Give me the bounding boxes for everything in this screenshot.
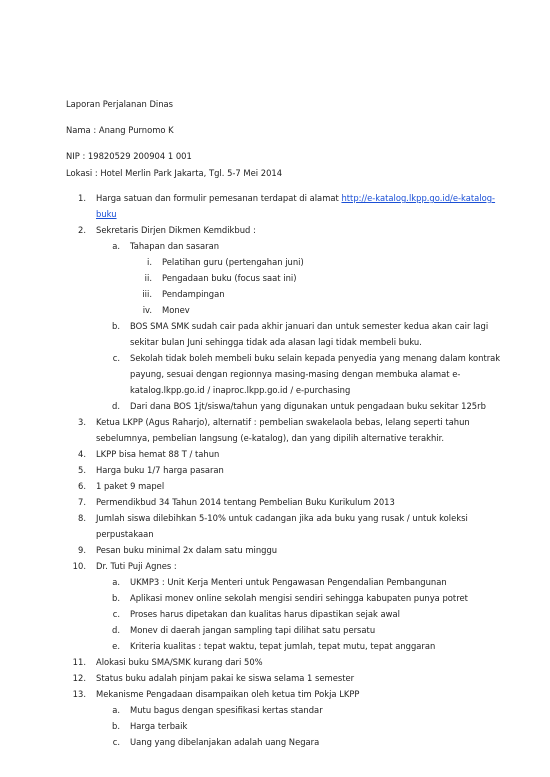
item-number: 11.: [72, 657, 86, 667]
item-text: Sekretaris Dirjen Dikmen Kemdikbud :: [96, 225, 256, 235]
item-text-continued: perpustakaan: [96, 529, 154, 539]
item-text: Dr. Tuti Puji Agnes :: [96, 561, 177, 571]
item-number: 2.: [78, 225, 86, 235]
item-letter: c.: [112, 609, 120, 619]
list-item: [66, 734, 486, 750]
list-item: [66, 222, 486, 238]
item-roman: iv.: [142, 305, 152, 315]
item-letter: b.: [112, 321, 120, 331]
list-item: [66, 478, 486, 494]
item-text-continued: sekitar bulan Juni sehingga tidak ada alasan lagi tidak membeli buku.: [130, 337, 422, 347]
item-text: Mutu bagus dengan spesifikasi kertas standar: [130, 705, 323, 715]
item-text: Status buku adalah pinjam pakai ke siswa selama 1 semester: [96, 673, 355, 683]
list-item: [66, 270, 486, 286]
item-letter: b.: [112, 721, 120, 731]
item-text: Harga satuan dan formulir pemesanan terdapat di alamat: [96, 193, 342, 203]
item-text: LKPP bisa hemat 88 T / tahun: [96, 449, 220, 459]
list-item: [66, 558, 486, 574]
item-text-continued: sebelumnya, pembelian langsung (e-katalog), dan yang dipilih alternative terakhir.: [96, 433, 444, 443]
item-text: Proses harus dipetakan dan kualitas harus dipastikan sejak awal: [130, 609, 400, 619]
item-text-continued: payung, sesuai dengan regionnya masing-masing dengan membuka alamat e-: [130, 369, 461, 379]
item-text: Harga terbaik: [130, 721, 188, 731]
list-item: [66, 462, 486, 478]
item-roman: i.: [147, 257, 152, 267]
item-text: Kriteria kualitas : tepat waktu, tepat jumlah, tepat mutu, tepat anggaran: [130, 641, 436, 651]
list-item: [66, 318, 489, 350]
list-item: [66, 302, 486, 318]
list-item: [66, 254, 486, 270]
list-item: [66, 686, 486, 702]
item-text: Pendampingan: [162, 289, 225, 299]
item-letter: d.: [112, 625, 120, 635]
list-item: [66, 638, 486, 654]
item-letter: a.: [112, 705, 120, 715]
item-text: 1 paket 9 mapel: [96, 481, 165, 491]
doc-title: Laporan Perjalanan Dinas: [66, 99, 174, 109]
item-letter: e.: [112, 641, 120, 651]
location-line: Lokasi : Hotel Merlin Park Jakarta, Tgl. 5-7 Mei 2014: [66, 168, 283, 178]
item-number: 1.: [78, 193, 86, 203]
item-number: 12.: [72, 673, 86, 683]
item-text: Permendikbud 34 Tahun 2014 tentang Pembelian Buku Kurikulum 2013: [96, 497, 395, 507]
item-roman: ii.: [144, 273, 152, 283]
item-text: Monev di daerah jangan sampling tapi dilihat satu persatu: [130, 625, 376, 635]
item-text: Uang yang dibelanjakan adalah uang Negara: [130, 737, 320, 747]
item-number: 4.: [78, 449, 86, 459]
item-text: Alokasi buku SMA/SMK kurang dari 50%: [96, 657, 263, 667]
item-text: Pesan buku minimal 2x dalam satu minggu: [96, 545, 278, 555]
list-item: [66, 590, 486, 606]
item-text: Monev: [162, 305, 190, 315]
catalog-link-continued[interactable]: buku: [96, 209, 117, 219]
item-number: 6.: [78, 481, 86, 491]
item-letter: c.: [112, 353, 120, 363]
name-line: Nama : Anang Purnomo K: [66, 125, 174, 135]
item-text: Jumlah siswa dilebihkan 5-10% untuk cadangan jika ada buku yang rusak / untuk koleksi: [96, 513, 468, 523]
item-number: 9.: [78, 545, 86, 555]
item-letter: d.: [112, 401, 120, 411]
list-item: [66, 654, 486, 670]
item-number: 13.: [72, 689, 86, 699]
item-text: Aplikasi monev online sekolah mengisi sendiri sehingga kabupaten punya potret: [130, 593, 468, 603]
list-item: [66, 238, 486, 254]
list-item: [66, 622, 486, 638]
item-text: BOS SMA SMK sudah cair pada akhir januari dan untuk semester kedua akan cair lagi: [130, 321, 489, 331]
report-list: [66, 190, 501, 750]
item-text: Ketua LKPP (Agus Raharjo), alternatif : pembelian swakelaola bebas, lelang seperti tahun: [96, 417, 470, 427]
item-text: Harga buku 1/7 harga pasaran: [96, 465, 224, 475]
item-letter: b.: [112, 593, 120, 603]
list-item: [66, 670, 486, 686]
list-item: [66, 718, 486, 734]
item-text: Pengadaan buku (focus saat ini): [162, 273, 297, 283]
item-letter: a.: [112, 577, 120, 587]
list-item: [66, 286, 486, 302]
item-roman: iii.: [142, 289, 152, 299]
item-letter: c.: [112, 737, 120, 747]
item-number: 10.: [72, 561, 86, 571]
item-text: Sekolah tidak boleh membeli buku selain kepada penyedia yang menang dalam kontrak: [130, 353, 501, 363]
catalog-link[interactable]: http://e-katalog.lkpp.go.id/e-katalog-: [341, 193, 496, 203]
item-text: Dari dana BOS 1jt/siswa/tahun yang digunakan untuk pengadaan buku sekitar 125rb: [130, 401, 486, 411]
list-item: [66, 190, 496, 222]
item-letter: a.: [112, 241, 120, 251]
list-item: [66, 414, 486, 446]
item-text: UKMP3 : Unit Kerja Menteri untuk Pengawasan Pengendalian Pembangunan: [130, 577, 447, 587]
item-text: Tahapan dan sasaran: [130, 241, 220, 251]
list-item: [66, 398, 486, 414]
list-item: [66, 542, 486, 558]
list-item: [66, 606, 486, 622]
item-number: 3.: [78, 417, 86, 427]
list-item: [66, 446, 486, 462]
item-text: Pelatihan guru (pertengahan juni): [162, 257, 304, 267]
item-text-continued: katalog.lkpp.go.id / inaproc.lkpp.go.id / e-purchasing: [130, 385, 351, 395]
item-number: 5.: [78, 465, 86, 475]
list-item: [66, 702, 486, 718]
item-text: Mekanisme Pengadaan disampaikan oleh ketua tim Pokja LKPP: [96, 689, 360, 699]
list-item: [66, 350, 501, 398]
item-number: 7.: [78, 497, 86, 507]
list-item: [66, 574, 486, 590]
nip-line: NIP : 19820529 200904 1 001: [66, 151, 192, 161]
list-item: [66, 510, 486, 542]
item-number: 8.: [78, 513, 86, 523]
list-item: [66, 494, 486, 510]
